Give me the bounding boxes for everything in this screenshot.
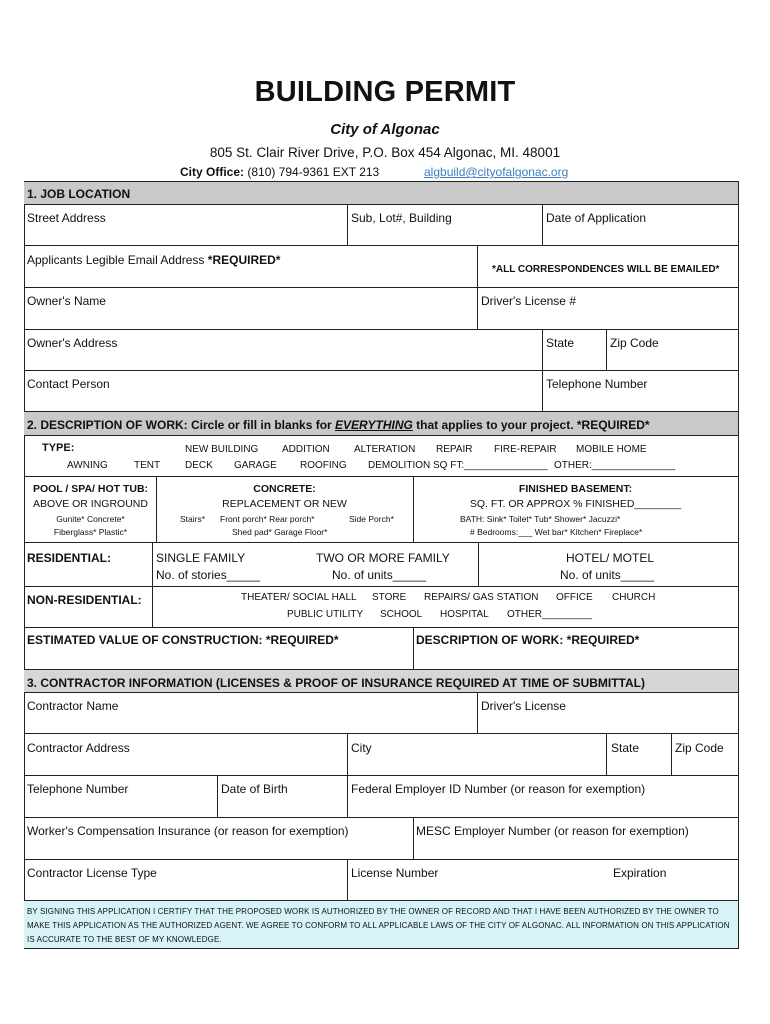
- office-contact: [180, 165, 379, 179]
- concrete-options-1[interactable]: Front porch* Rear porch*: [220, 514, 315, 524]
- type-roofing[interactable]: ROOFING: [300, 460, 347, 471]
- type-new-building[interactable]: NEW BUILDING: [185, 444, 259, 455]
- office-label: City Office:: [180, 165, 245, 179]
- stories-field[interactable]: No. of stories_____: [156, 568, 261, 582]
- street-address-field[interactable]: Street Address: [27, 211, 106, 225]
- contractor-city-field[interactable]: City: [351, 741, 372, 755]
- section3-heading: 3. CONTRACTOR INFORMATION (LICENSES & PROOF OF INSURANCE REQUIRED AT TIME OF SUBMITTAL): [27, 676, 645, 690]
- type-mobile-home[interactable]: MOBILE HOME: [576, 444, 647, 455]
- nonres-church[interactable]: CHURCH: [612, 592, 656, 603]
- contractor-telephone-field[interactable]: Telephone Number: [27, 782, 129, 796]
- certification-statement: BY SIGNING THIS APPLICATION I CERTIFY THAT THE PROPOSED WORK IS AUTHORIZED BY THE OWNER OF RECORD AND THAT I HAVE BEEN AUTHORIZED BY THE OWNER TO MAKE THIS APPLICATION AS THE AUTHORIZED AGENT. WE AGREE TO CONFORM TO ALL APPLICABLE LAWS OF THE CITY OF ALGONAC. ALL INFORMATION ON THIS APPLICATION IS ACCURATE TO THE BEST OF MY KNOWLEDGE.: [27, 907, 730, 944]
- mesc-field[interactable]: MESC Employer Number (or reason for exemption): [416, 824, 689, 838]
- nonres-public-utility[interactable]: PUBLIC UTILITY: [287, 609, 364, 620]
- nonres-gas-station[interactable]: REPAIRS/ GAS STATION: [424, 592, 539, 603]
- single-family-option[interactable]: SINGLE FAMILY: [156, 551, 246, 565]
- section2-heading-text-end: that applies to your project. *REQUIRED*: [412, 418, 650, 432]
- owner-state-field[interactable]: State: [546, 336, 575, 350]
- concrete-side-porch[interactable]: Side Porch*: [349, 514, 394, 524]
- nonres-store[interactable]: STORE: [372, 592, 407, 603]
- date-of-birth-field[interactable]: Date of Birth: [221, 782, 288, 796]
- expiration-field[interactable]: Expiration: [613, 866, 667, 880]
- pool-options-1[interactable]: Gunite* Concrete*: [56, 514, 125, 524]
- city-address: 805 St. Clair River Drive, P.O. Box 454 Algonac, MI. 48001: [209, 145, 561, 160]
- type-label: TYPE:: [42, 442, 75, 454]
- type-garage[interactable]: GARAGE: [234, 460, 277, 471]
- type-awning[interactable]: AWNING: [67, 460, 108, 471]
- type-alteration[interactable]: ALTERATION: [354, 444, 416, 455]
- office-phone: (810) 794-9361 EXT 213: [247, 165, 380, 179]
- section2-heading-emphasis: EVERYTHING: [335, 418, 413, 432]
- type-deck[interactable]: DECK: [185, 460, 213, 471]
- office-email-link[interactable]: algbuild@cityofalgonac.org: [424, 165, 569, 179]
- description-of-work-field[interactable]: DESCRIPTION OF WORK: *REQUIRED*: [416, 633, 640, 647]
- applicant-email-field[interactable]: [27, 253, 280, 267]
- two-family-option[interactable]: TWO OR MORE FAMILY: [316, 551, 450, 565]
- contractor-drivers-license-field[interactable]: Driver's License: [481, 699, 566, 713]
- required-marker: *REQUIRED*: [207, 253, 281, 267]
- basement-bath-options[interactable]: BATH: Sink* Toilet* Tub* Shower* Jacuzzi*: [460, 514, 621, 524]
- contractor-name-field[interactable]: Contractor Name: [27, 699, 119, 713]
- residential-label: RESIDENTIAL:: [27, 551, 111, 565]
- contractor-zip-field[interactable]: Zip Code: [675, 741, 724, 755]
- city-name: City of Algonac: [330, 121, 440, 138]
- type-other[interactable]: OTHER:_______________: [554, 460, 676, 471]
- contractor-address-field[interactable]: Contractor Address: [27, 741, 130, 755]
- basement-room-options[interactable]: # Bedrooms:___ Wet bar* Kitchen* Fireplace*: [470, 527, 643, 537]
- basement-title: FINISHED BASEMENT:: [518, 483, 633, 495]
- units-field-2[interactable]: No. of units_____: [560, 568, 655, 582]
- pool-options-2[interactable]: Fiberglass* Plastic*: [53, 527, 128, 537]
- contractor-state-field[interactable]: State: [611, 741, 640, 755]
- owners-address-field[interactable]: Owner's Address: [27, 336, 118, 350]
- emailed-note: *ALL CORRESPONDENCES WILL BE EMAILED*: [492, 264, 720, 275]
- type-addition[interactable]: ADDITION: [282, 444, 330, 455]
- pool-subtitle[interactable]: ABOVE OR INGROUND: [33, 498, 148, 510]
- owner-drivers-license-field[interactable]: Driver's License #: [481, 294, 576, 308]
- units-field-1[interactable]: No. of units_____: [332, 568, 427, 582]
- section1-header: [24, 182, 738, 204]
- workers-comp-field[interactable]: Worker's Compensation Insurance (or reason for exemption): [27, 824, 349, 838]
- date-of-application-field[interactable]: Date of Application: [546, 211, 647, 225]
- nonres-hospital[interactable]: HOSPITAL: [440, 609, 489, 620]
- applicant-email-label: Applicants Legible Email Address: [27, 253, 205, 267]
- type-fire-repair[interactable]: FIRE-REPAIR: [494, 444, 557, 455]
- license-type-field[interactable]: Contractor License Type: [27, 866, 157, 880]
- non-residential-label: NON-RESIDENTIAL:: [27, 593, 142, 607]
- nonres-school[interactable]: SCHOOL: [380, 609, 423, 620]
- type-repair[interactable]: REPAIR: [436, 444, 473, 455]
- section1-heading: 1. JOB LOCATION: [27, 187, 131, 201]
- pool-title: POOL / SPA/ HOT TUB:: [32, 483, 149, 495]
- fein-field[interactable]: Federal Employer ID Number (or reason for exemption): [351, 782, 646, 796]
- nonres-other[interactable]: OTHER_________: [507, 609, 593, 620]
- type-tent[interactable]: TENT: [134, 460, 161, 471]
- telephone-field[interactable]: Telephone Number: [546, 377, 648, 391]
- basement-sqft[interactable]: SQ. FT. OR APPROX % FINISHED________: [469, 498, 682, 510]
- concrete-options-2[interactable]: Shed pad* Garage Floor*: [232, 527, 328, 537]
- concrete-subtitle[interactable]: REPLACEMENT OR NEW: [222, 498, 347, 510]
- concrete-stairs[interactable]: Stairs*: [180, 514, 206, 524]
- type-demolition[interactable]: DEMOLITION SQ FT:_______________: [368, 460, 548, 471]
- contact-person-field[interactable]: Contact Person: [27, 377, 110, 391]
- section2-heading: [27, 418, 650, 432]
- nonres-office[interactable]: OFFICE: [556, 592, 593, 603]
- hotel-motel-option[interactable]: HOTEL/ MOTEL: [566, 551, 655, 565]
- nonres-theater[interactable]: THEATER/ SOCIAL HALL: [241, 592, 357, 603]
- section2-heading-text: 2. DESCRIPTION OF WORK: Circle or fill in blanks for: [27, 418, 336, 432]
- license-number-field[interactable]: License Number: [351, 866, 439, 880]
- sub-lot-field[interactable]: Sub, Lot#, Building: [351, 211, 452, 225]
- concrete-title: CONCRETE:: [253, 483, 316, 495]
- owners-name-field[interactable]: Owner's Name: [27, 294, 106, 308]
- page-title: BUILDING PERMIT: [254, 76, 516, 108]
- owner-zip-field[interactable]: Zip Code: [610, 336, 659, 350]
- estimated-value-field[interactable]: ESTIMATED VALUE OF CONSTRUCTION: *REQUIRED*: [27, 633, 339, 647]
